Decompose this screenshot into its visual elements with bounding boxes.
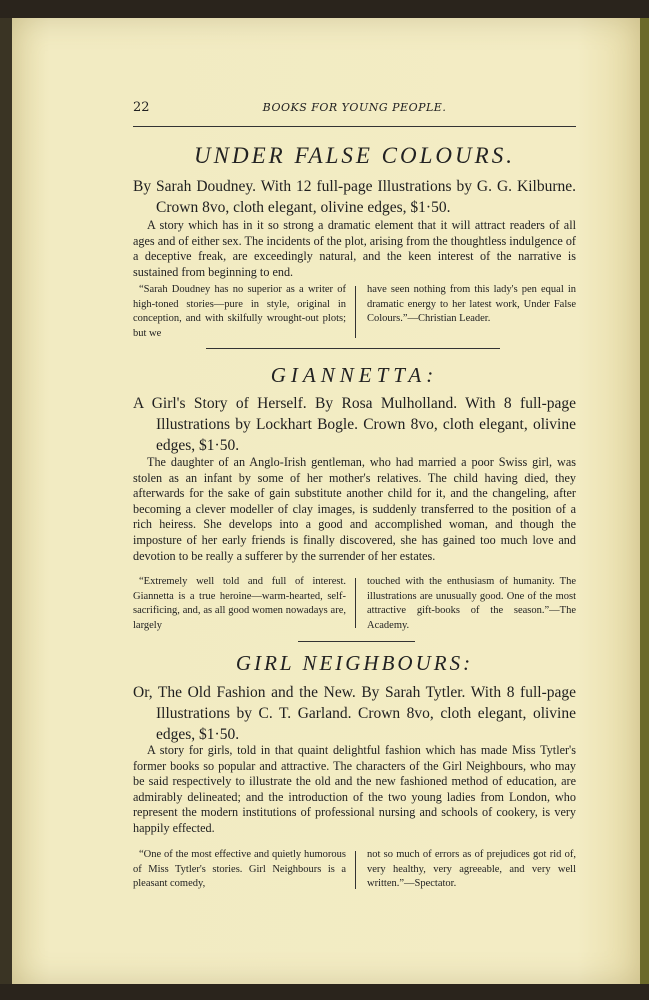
entry-byline bbox=[133, 393, 576, 456]
review-quote-right: touched with the enthusiasm of humanity. The illustrations are unusually good. One of the most attractive gift-books of the season.”—The Academy. bbox=[367, 576, 576, 631]
header-rule bbox=[133, 126, 576, 127]
section-divider bbox=[206, 348, 500, 349]
page-header bbox=[133, 100, 576, 120]
byline-text: Or, The Old Fashion and the New. By Sarah Tytler. With 8 full-page Illustrations by C. T. Garland. Crown 8vo, cloth elegant, olivine edges, $1·50. bbox=[133, 684, 576, 743]
entry-description: The daughter of an Anglo-Irish gentleman, who had married a poor Swiss girl, was stolen as an infant by some of her mother's relatives. The child having died, they afterwards for the sake of gain substitute another child for it, and the changeling, after becoming a clever modeller of clay images, is suddenly transferred to the position of a rich heiress. She develops into a good and accomplished woman, and though the imposture of her early friends is finally discovered, she has gained too much love and devotion to be really a sufferer by the surrender of her estates. bbox=[133, 455, 576, 563]
review-quote-right: not so much of errors as of prejudices got rid of, very healthy, very agreeable, and very well written.”—Spectator. bbox=[367, 849, 576, 890]
entry-byline bbox=[133, 682, 576, 745]
quote-divider bbox=[355, 286, 356, 338]
quote-divider bbox=[355, 851, 356, 889]
entry-title: UNDER FALSE COLOURS. bbox=[194, 143, 515, 168]
entry-title: GIANNETTA: bbox=[270, 363, 439, 387]
byline-text: A Girl's Story of Herself. By Rosa Mulholland. With 8 full-page Illustrations by Lockhart Bogle. Crown 8vo, cloth elegant, olivine edges, $1·50. bbox=[133, 395, 576, 454]
entry-description: A story for girls, told in that quaint delightful fashion which has made Miss Tytler's former books so popular and attractive. The characters of the Girl Neighbours, who may be said respectively to illustrate the old and the new fashioned method of education, are admirably delineated; and the introduction of the two young ladies from London, who represent the modern institutions of professional nursing and schools of cookery, is very happily effected. bbox=[133, 743, 576, 835]
entry-byline bbox=[133, 176, 576, 218]
review-quote-left: “Sarah Doudney has no superior as a writer of high-toned stories—pure in style, original in conception, and with skilfully wrought-out plots; but we bbox=[133, 284, 346, 339]
review-quote-left: “One of the most effective and quietly humorous of Miss Tytler's stories. Girl Neighbours is a pleasant comedy, bbox=[133, 849, 346, 890]
review-quote-right: have seen nothing from this lady's pen equal in dramatic energy to her latest work, Under False Colours.”—Christian Leader. bbox=[367, 284, 576, 325]
quote-divider bbox=[355, 578, 356, 628]
running-head: BOOKS FOR YOUNG PEOPLE. bbox=[262, 101, 447, 114]
section-divider bbox=[298, 641, 415, 642]
entry-title: GIRL NEIGHBOURS: bbox=[235, 651, 474, 675]
review-quote-left: “Extremely well told and full of interest. Giannetta is a true heroine—warm-hearted, self-sacrificing, and, as all good women nowadays are, largely bbox=[133, 576, 346, 631]
book-spine bbox=[0, 18, 12, 984]
page-edge bbox=[640, 18, 649, 984]
byline-text: By Sarah Doudney. With 12 full-page Illustrations by G. G. Kilburne. Crown 8vo, cloth elegant, olivine edges, $1·50. bbox=[133, 178, 576, 216]
entry-description: A story which has in it so strong a dramatic element that it will attract readers of all ages and of either sex. The incidents of the plot, arising from the thoughtless indulgence of a deceptive freak, are exceedingly natural, and the keen interest of the narrative is sustained from beginning to end. bbox=[133, 218, 576, 279]
page-number: 22 bbox=[133, 100, 150, 115]
